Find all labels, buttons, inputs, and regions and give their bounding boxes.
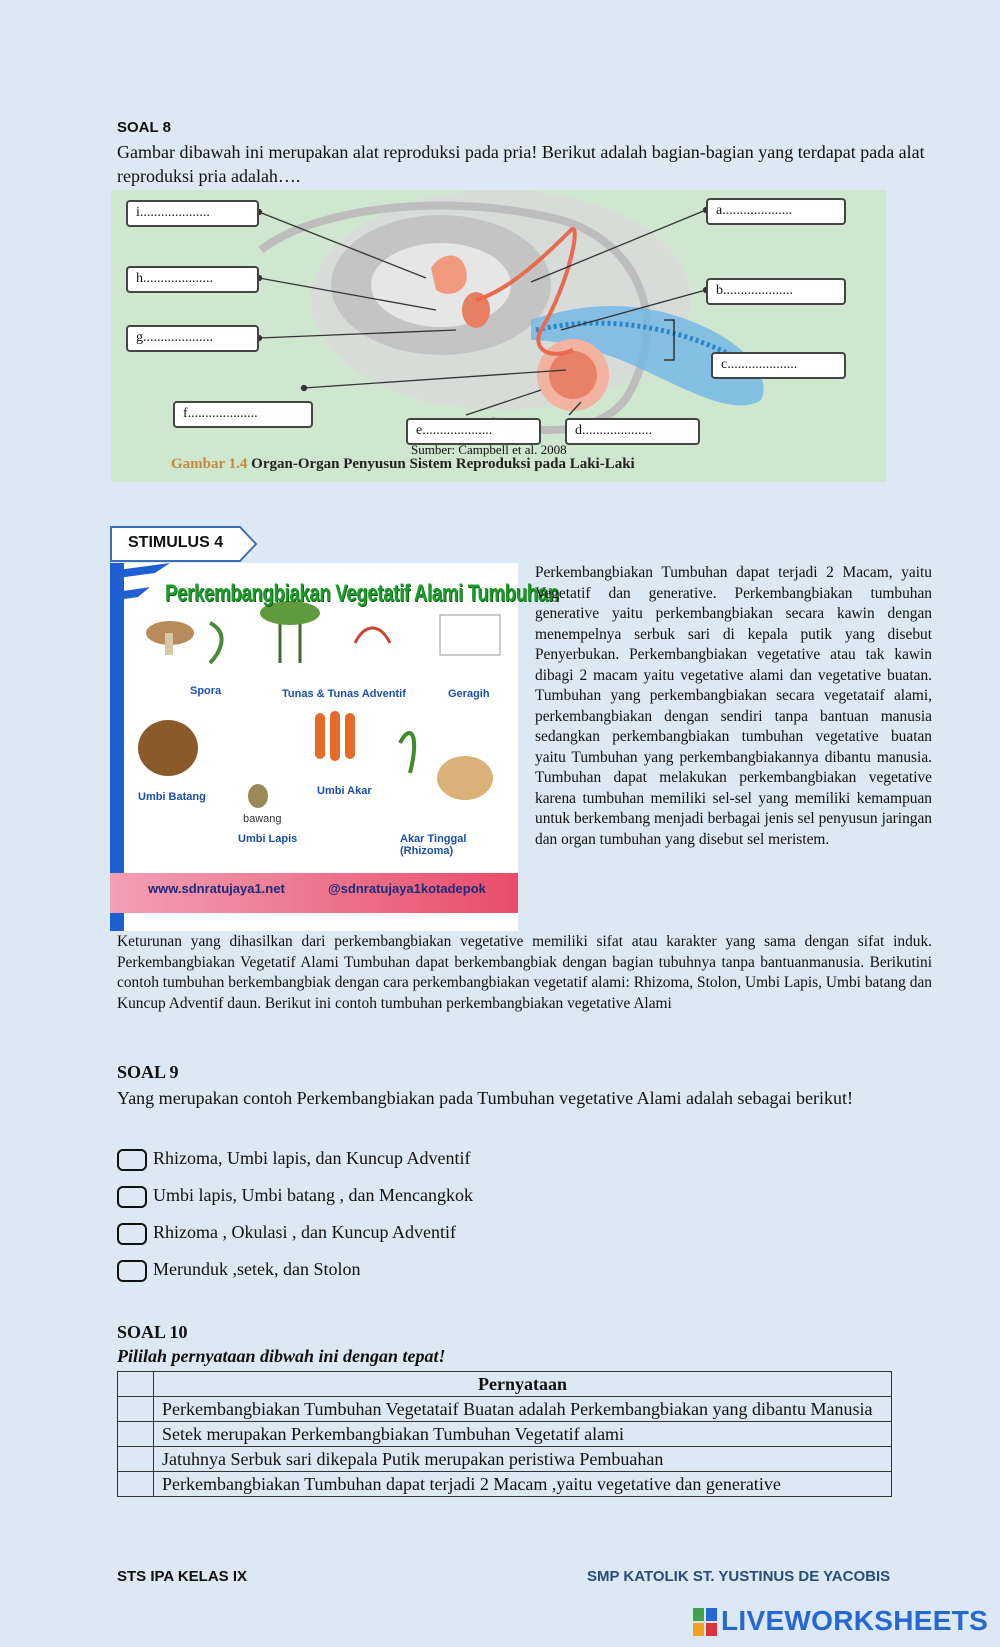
table-row <box>118 1447 892 1472</box>
label-box-h: h.................... <box>126 266 259 293</box>
label-box-b: b.................... <box>706 278 846 305</box>
stimulus-banner: Perkembangbiakan Vegetatif Alami Tumbuhan <box>165 580 559 607</box>
stimulus-url: www.sdnratujaya1.net <box>148 881 285 896</box>
label-box-c: c.................... <box>711 352 846 379</box>
label-box-g: g.................... <box>126 325 259 352</box>
table-row <box>118 1472 892 1497</box>
label-box-f: f.................... <box>173 401 313 428</box>
stimulus-label-text: STIMULUS 4 <box>128 534 224 551</box>
stimulus-text-below: Keturunan yang dihasilkan dari perkembangbiakan vegetative memiliki sifat atau karakter yang sama dengan sifat induk. Perkembangbiakan Vegetatif Alami Tumbuhan dapat berkembangbiak dengan bagian tubuhnya tanpa bantuanmanusia. Berikutini contoh tumbuhan berkembangbiak dengan cara perkembangbiakan vegetatif alami: Rhizoma, Stolon, Umbi Lapis, Umbi batang dan Kuncup Adventif daun. Berikut ini contoh tumbuhan perkembangbiakan vegetative Alami <box>117 933 932 1012</box>
option-label: Umbi lapis, Umbi batang , dan Mencangkok <box>153 1185 473 1205</box>
soal8-question: Gambar dibawah ini merupakan alat reproduksi pada pria! Berikut adalah bagian-bagian yang terdapat pada alat reproduksi pria adalah…. <box>117 142 925 186</box>
label-geragih: Geragih <box>448 688 490 700</box>
table-row <box>118 1422 892 1447</box>
label-umbi-batang: Umbi Batang <box>138 791 206 803</box>
statement-text: Jatuhnya Serbuk sari dikepala Putik merupakan peristiwa Pembuahan <box>154 1447 892 1472</box>
liveworksheets-logo-text: LIVEWORKSHEETS <box>721 1605 989 1636</box>
statement-table <box>117 1371 892 1497</box>
vegetative-reproduction-image <box>110 563 559 931</box>
option-label: Rhizoma, Umbi lapis, dan Kuncup Adventif <box>153 1148 471 1168</box>
label-umbi-akar: Umbi Akar <box>317 785 372 797</box>
option-checkbox[interactable] <box>117 1149 147 1171</box>
label-box-i: i.................... <box>126 200 259 227</box>
answer-cell[interactable] <box>118 1422 154 1447</box>
answer-cell[interactable] <box>118 1447 154 1472</box>
statement-text: Perkembangbiakan Tumbuhan dapat terjadi 2 Macam ,yaitu vegetative dan generative <box>154 1472 892 1497</box>
footer-right: SMP KATOLIK ST. YUSTINUS DE YACOBIS <box>587 1568 891 1585</box>
footer-left: STS IPA KELAS IX <box>117 1568 248 1585</box>
answer-cell[interactable] <box>118 1397 154 1422</box>
table-row <box>118 1397 892 1422</box>
male-reproductive-figure <box>111 190 886 482</box>
figure-caption <box>171 456 635 473</box>
option-checkbox[interactable] <box>117 1223 147 1245</box>
option-label: Rhizoma , Okulasi , dan Kuncup Adventif <box>153 1222 456 1242</box>
label-tunas: Tunas & Tunas Adventif <box>282 688 406 700</box>
label-umbi-lapis: Umbi Lapis <box>238 833 298 845</box>
label-box-a: a.................... <box>706 198 846 225</box>
stimulus-facebook: @sdnratujaya1kotadepok <box>328 881 486 896</box>
label-box-e: e.................... <box>406 418 541 445</box>
label-box-d: d.................... <box>565 418 700 445</box>
soal9-title: SOAL 9 <box>117 1062 179 1082</box>
figure-source: Sumber: Campbell et al. 2008 <box>411 442 567 457</box>
soal8-title: SOAL 8 <box>117 119 171 136</box>
header-blank-cell <box>118 1372 154 1397</box>
liveworksheets-logo-icon <box>693 1608 719 1638</box>
figure-caption-label: Gambar 1.4 <box>171 456 248 472</box>
soal10-title: SOAL 10 <box>117 1322 188 1342</box>
statement-text: Setek merupakan Perkembangbiakan Tumbuhan Vegetatif alami <box>154 1422 892 1447</box>
table-header-row <box>118 1372 892 1397</box>
figure-caption-text: Organ-Organ Penyusun Sistem Reproduksi pada Laki-Laki <box>247 456 635 472</box>
soal9-question: Yang merupakan contoh Perkembangbiakan pada Tumbuhan vegetative Alami adalah sebagai berikut! <box>117 1088 853 1108</box>
option-label: Merunduk ,setek, dan Stolon <box>153 1259 361 1279</box>
statement-text: Perkembangbiakan Tumbuhan Vegetataif Buatan adalah Perkembangbiakan yang dibantu Manusia <box>154 1397 892 1422</box>
option-checkbox[interactable] <box>117 1186 147 1208</box>
label-akar-tinggal: Akar Tinggal (Rhizoma) <box>400 833 467 857</box>
answer-cell[interactable] <box>118 1472 154 1497</box>
statement-header: Pernyataan <box>154 1372 892 1397</box>
stimulus-text-right: Perkembangbiakan Tumbuhan dapat terjadi 2 Macam, yaitu Vegetatif dan generative. Perkembangbiakan tumbuhan generative yaitu perkembangbiakan secara kawin dengan menempelnya serbuk sari di kepala putik yang disebut Penyerbukan. Perkembangbiakan vegetative atau tak kawin dibagi 2 macam yaitu vegetative alami dan vegetative buatan. Tumbuhan yang perkembangbiakan secara vegetataif alami, perkembangbiakan dengan sendiri tanpa bantuan manusia sedangkan perkembangbiakan tumbuhan vegetative buatan yaitu Tumbuhan yang perkembangbiakannya dibantu manusia. Tumbuhan dapat melakukan perkembangbiakan vegetative karena tumbuhan memiliki sel-sel yang memiliki kemampuan untuk berkembang menjadi berbagai jenis sel penyusun jaringan dan organ tumbuhan yang disebut sel meristem. <box>535 564 932 848</box>
label-spora: Spora <box>190 685 222 697</box>
label-bawang: bawang <box>243 813 282 825</box>
option-checkbox[interactable] <box>117 1260 147 1282</box>
stimulus-label <box>110 526 258 562</box>
soal10-instruction: Pililah pernyataan dibwah ini dengan tepat! <box>117 1346 446 1366</box>
